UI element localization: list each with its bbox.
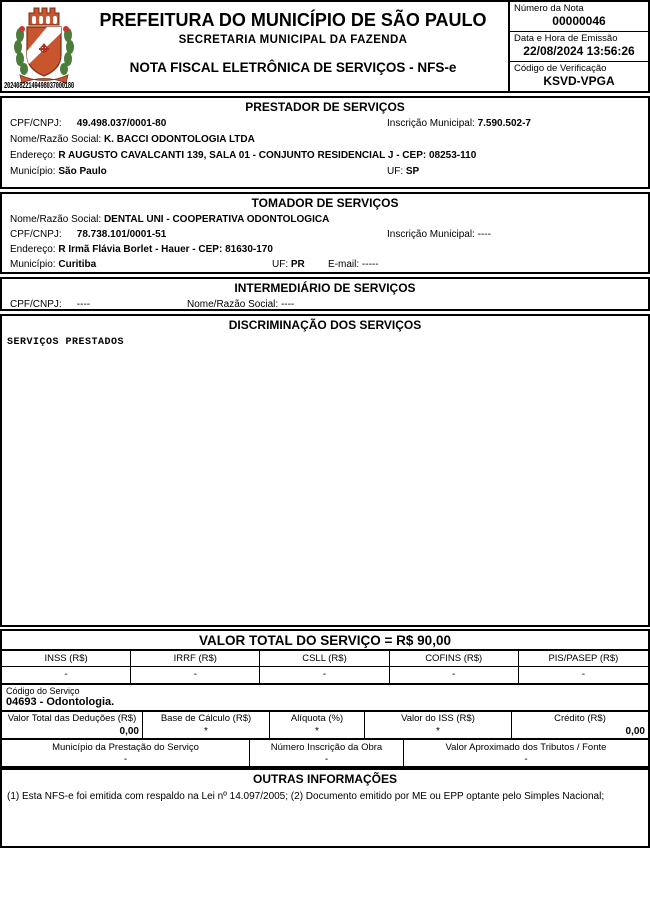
- tomador-cpf-row: [10, 227, 640, 242]
- deducoes-cell: [2, 712, 143, 738]
- tributos-fonte-value: -: [524, 754, 528, 765]
- prestador-nome-label: Nome/Razão Social:: [10, 134, 102, 145]
- prestador-uf-value: SP: [405, 166, 420, 177]
- tomador-im-value: ----: [477, 229, 491, 240]
- aliquota-cell: [270, 712, 365, 738]
- tomador-cpf-value: 78.738.101/0001-51: [76, 229, 167, 240]
- nota-number-value: 00000046: [552, 14, 606, 28]
- deducoes-value: 0,00: [119, 726, 139, 737]
- header-info-panel: [508, 2, 648, 91]
- discriminacao-section-title: DISCRIMINAÇÃO DOS SERVIÇOS: [228, 318, 422, 332]
- tomador-email-value: -----: [361, 259, 379, 270]
- valor-iss-label: Valor do ISS (R$): [401, 713, 475, 724]
- nota-number-label: Número da Nota: [514, 3, 584, 14]
- prestador-endereco-row: [10, 148, 640, 164]
- intermediario-row: [10, 297, 640, 312]
- document-title: NOTA FISCAL ELETRÔNICA DE SERVIÇOS - NFS-e: [129, 60, 457, 75]
- barcode-text: 20240822149498037000180: [4, 81, 74, 91]
- base-calculo-label: Base de Cálculo (R$): [160, 713, 252, 724]
- emission-datetime-label: Data e Hora de Emissão: [514, 33, 618, 44]
- prestador-endereco-value: R AUGUSTO CAVALCANTI 139, SALA 01 - CONJUNTO RESIDENCIAL J - CEP: 08253-110: [58, 150, 477, 161]
- tomador-im-label: Inscrição Municipal:: [387, 229, 475, 240]
- tax-value-cofins: -: [390, 667, 519, 683]
- tax-header-pis: PIS/PASEP (R$): [519, 651, 648, 667]
- prestador-municipio-label: Município:: [10, 166, 56, 177]
- base-calculo-value: *: [204, 726, 208, 737]
- prestador-municipio-row: [10, 164, 640, 180]
- federal-taxes-table: [2, 651, 648, 685]
- deducoes-label: Valor Total das Deduções (R$): [7, 713, 137, 724]
- codigo-servico-value: 04693 - Odontologia.: [6, 696, 115, 708]
- tomador-nome-label: Nome/Razão Social:: [10, 214, 102, 225]
- aliquota-label: Alíquota (%): [290, 713, 344, 724]
- tomador-municipio-value: Curitiba: [58, 259, 97, 270]
- inscricao-obra-label: Número Inscrição da Obra: [270, 742, 383, 753]
- tax-value-inss: -: [2, 667, 131, 683]
- tomador-nome-row: [10, 212, 640, 227]
- nota-number-cell: [510, 2, 648, 31]
- intermediario-section-title: INTERMEDIÁRIO DE SERVIÇOS: [234, 281, 416, 295]
- emission-datetime-cell: [510, 31, 648, 61]
- page-title: PREFEITURA DO MUNICÍPIO DE SÃO PAULO: [99, 10, 487, 30]
- verification-code-cell: [510, 61, 648, 91]
- credito-label: Crédito (R$): [554, 713, 606, 724]
- discriminacao-section: [0, 314, 650, 627]
- tomador-section: [0, 192, 650, 274]
- codigo-servico-label: Código do Serviço: [6, 686, 80, 696]
- verification-code-value: KSVD-VPGA: [543, 74, 615, 88]
- intermediario-cpf-label: CPF/CNPJ:: [10, 299, 62, 310]
- tax-value-pis: -: [581, 669, 586, 680]
- intermediario-section: [0, 277, 650, 311]
- tomador-nome-value: DENTAL UNI - COOPERATIVA ODONTOLOGICA: [103, 214, 330, 225]
- codigo-servico-cell: [2, 685, 648, 712]
- tax-header-irrf: IRRF (R$): [131, 651, 260, 667]
- prestador-cpf-row: [10, 116, 640, 132]
- discriminacao-content: SERVIÇOS PRESTADOS: [7, 337, 125, 348]
- prestador-nome-value: K. BACCI ODONTOLOGIA LTDA: [103, 134, 255, 145]
- intermediario-cpf-value: ----: [76, 299, 91, 310]
- prestador-im-label: Inscrição Municipal:: [387, 118, 475, 129]
- tomador-municipio-row: [10, 257, 640, 272]
- emission-datetime-value: 22/08/2024 13:56:26: [523, 44, 635, 58]
- tax-value-csll: -: [260, 667, 389, 683]
- tax-header-cofins: COFINS (R$): [390, 651, 519, 667]
- tomador-uf-label: UF:: [272, 259, 289, 270]
- header-section: [0, 0, 650, 93]
- intermediario-nome-label: Nome/Razão Social:: [187, 299, 279, 310]
- mural-crown: [29, 8, 59, 25]
- tributos-fonte-label: Valor Aproximado dos Tributos / Fonte: [445, 742, 607, 753]
- prestador-endereco-label: Endereço:: [10, 150, 56, 161]
- tomador-uf-value: PR: [290, 259, 305, 270]
- tomador-email-label: E-mail:: [328, 259, 360, 270]
- tomador-endereco-value: R Irmã Flávia Borlet - Hauer - CEP: 81630-170: [58, 244, 273, 255]
- tomador-section-title: TOMADOR DE SERVIÇOS: [251, 196, 399, 210]
- municipio-prestacao-label: Município da Prestação do Serviço: [52, 742, 199, 753]
- sao-paulo-coat-of-arms-logo: [12, 5, 76, 89]
- tax-value-irrf: -: [131, 667, 260, 683]
- tributos-fonte-cell: [404, 740, 648, 766]
- outras-informacoes-section: [0, 768, 650, 848]
- municipio-prestacao-value: -: [123, 754, 128, 765]
- prestador-im-value: 7.590.502-7: [477, 118, 531, 129]
- credito-cell: [512, 712, 648, 738]
- intermediario-nome-value: ----: [280, 299, 295, 310]
- tomador-endereco-row: [10, 242, 640, 257]
- prestador-municipio-value: São Paulo: [58, 166, 107, 177]
- inscricao-obra-value: -: [324, 754, 329, 765]
- valor-iss-value: *: [436, 726, 440, 737]
- prestador-cpf-value: 49.498.037/0001-80: [76, 118, 167, 129]
- tax-header-csll: CSLL (R$): [260, 651, 389, 667]
- valor-total-servico: VALOR TOTAL DO SERVIÇO = R$ 90,00: [2, 631, 648, 651]
- credito-value: 0,00: [625, 726, 645, 737]
- prestador-nome-row: [10, 132, 640, 148]
- verification-code-label: Código de Verificação: [514, 63, 607, 74]
- shield: [27, 27, 61, 76]
- totais-section: [0, 629, 650, 768]
- municipio-prestacao-cell: [2, 740, 250, 766]
- deducoes-table: [2, 712, 648, 740]
- valor-iss-cell: [365, 712, 512, 738]
- inscricao-obra-cell: [250, 740, 404, 766]
- outras-informacoes-text: (1) Esta NFS-e foi emitida com respaldo na Lei nº 14.097/2005; (2) Documento emitido por ME ou EPP optante pelo Simples Nacional;: [7, 791, 605, 802]
- prestador-section-title: PRESTADOR DE SERVIÇOS: [245, 100, 405, 114]
- tomador-municipio-label: Município:: [10, 259, 56, 270]
- tomador-cpf-label: CPF/CNPJ:: [10, 229, 62, 240]
- aliquota-value: *: [315, 726, 319, 737]
- tax-header-inss: INSS (R$): [2, 651, 131, 667]
- tomador-endereco-label: Endereço:: [10, 244, 56, 255]
- prestador-cpf-label: CPF/CNPJ:: [10, 118, 62, 129]
- local-table: [2, 740, 648, 766]
- base-calculo-cell: [143, 712, 270, 738]
- prestador-uf-label: UF:: [387, 166, 404, 177]
- outras-informacoes-title: OUTRAS INFORMAÇÕES: [253, 772, 397, 786]
- prestador-section: [0, 96, 650, 189]
- header-subtitle: SECRETARIA MUNICIPAL DA FAZENDA: [178, 34, 408, 46]
